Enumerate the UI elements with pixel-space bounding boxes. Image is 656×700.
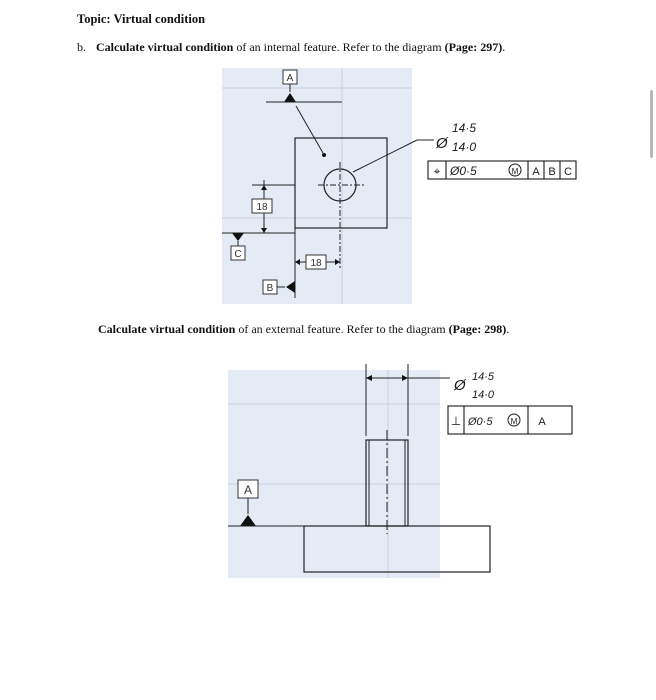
fcf-modifier: M — [511, 167, 519, 176]
size-upper-limit: 14·5 — [452, 121, 477, 135]
question-b-end: . — [502, 40, 506, 54]
diameter-symbol: Ø — [436, 135, 448, 152]
datum-b-label: B — [266, 283, 274, 294]
size-upper-limit-2: 14·5 — [472, 371, 495, 383]
question-b-bold-lead: Calculate virtual condition — [96, 40, 234, 54]
question-external-page-ref: (Page: 298) — [448, 322, 507, 336]
fcf-tolerance: Ø0·5 — [450, 164, 477, 178]
question-external-end: . — [506, 322, 510, 336]
fcf-datum-2: B — [548, 166, 556, 178]
internal-feature-diagram — [222, 68, 584, 304]
fcf-tolerance-2: Ø0·5 — [468, 416, 493, 428]
dim-h-label: 18 — [310, 258, 322, 269]
size-lower-limit-2: 14·0 — [472, 389, 495, 401]
dim-v-label: 18 — [256, 202, 268, 213]
question-b-text: of an internal feature. Refer to the diagram — [233, 40, 445, 54]
fcf-position-symbol: ⌖ — [433, 164, 441, 178]
size-lower-limit: 14·0 — [452, 140, 477, 154]
fcf-modifier-2: M — [510, 417, 518, 426]
diameter-symbol-2: Ø — [454, 377, 466, 394]
fcf-datum-3: C — [564, 166, 572, 178]
fcf-datum-1: A — [532, 166, 540, 178]
question-b-label: b. — [77, 40, 86, 54]
datum-c-label: C — [234, 249, 242, 260]
question-external-text: of an external feature. Refer to the diagram — [235, 322, 449, 336]
external-feature-diagram — [228, 364, 580, 578]
fcf-perpendicularity-symbol: ⊥ — [450, 414, 462, 428]
fcf-datum-1-2: A — [538, 416, 546, 428]
question-external-bold-lead: Calculate virtual condition — [98, 322, 236, 336]
question-b — [77, 40, 505, 55]
leader-a-dot — [322, 153, 326, 157]
datum-a-label-2: A — [243, 483, 253, 497]
datum-a-label: A — [286, 73, 294, 84]
question-b-page-ref: (Page: 297) — [444, 40, 503, 54]
scrollbar-thumb[interactable] — [650, 90, 653, 158]
page-title: Topic: Virtual condition — [77, 12, 206, 26]
question-external — [98, 322, 509, 337]
